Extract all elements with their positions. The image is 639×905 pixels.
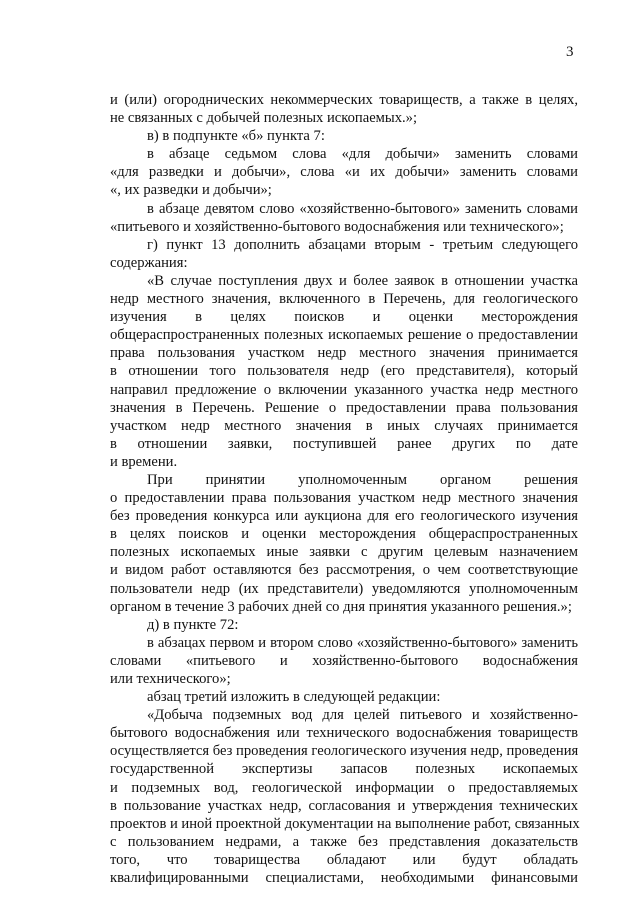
text-line: в абзаце девятом слово «хозяйственно-бытового» заменить словами — [147, 200, 578, 217]
text-line: без проведения конкурса или аукциона для его геологического изучения — [110, 508, 578, 525]
text-line: в абзацах первом и втором слово «хозяйственно-бытового» заменить — [147, 634, 578, 651]
text-line: в отношении того пользователя недр (его представителя), который — [110, 363, 578, 380]
text-line: осуществляется без проведения геологического изучения недр, проведения — [110, 743, 579, 760]
text-line: государственной экспертизы запасов полезных ископаемых — [110, 761, 578, 778]
text-line: и подземных вод, геологической информации о предоставляемых — [110, 779, 578, 796]
text-line: «Добыча подземных вод для целей питьевого и хозяйственно- — [147, 707, 578, 724]
text-line: содержания: — [110, 254, 188, 271]
text-line: бытового водоснабжения или технического водоснабжения товариществ — [110, 725, 578, 742]
text-line: полезных ископаемых иные заявки с другим целевым назначением — [110, 544, 578, 561]
text-line: «для разведки и добычи», слова «и их добычи» заменить словами — [110, 164, 578, 181]
text-line: или технического»; — [110, 671, 231, 687]
text-line: «питьевого и хозяйственно-бытового водоснабжения или технического»; — [110, 218, 564, 235]
text-line: в) в подпункте «б» пункта 7: — [147, 128, 325, 145]
text-line: участком недр местного значения в иных случаях принимается — [110, 417, 578, 434]
text-line: направил предложение о включении указанного участка недр местного — [110, 381, 578, 398]
text-line: «В случае поступления двух и более заявок в отношении участка — [147, 272, 578, 289]
text-line: в абзаце седьмом слова «для добычи» заменить словами — [147, 146, 578, 163]
text-line: изучения в целях поисков и оценки месторождения — [110, 309, 578, 326]
text-line: квалифицированными специалистами, необходимыми финансовыми — [110, 870, 578, 887]
text-line: органом в течение 3 рабочих дней со дня принятия указанного решения.»; — [110, 598, 572, 615]
text-line: и (или) огороднических некоммерческих товариществ, а также в целях, — [110, 92, 578, 108]
text-line: в отношении заявки, поступившей ранее других по дате — [110, 435, 578, 452]
page-number: 3 — [566, 44, 574, 60]
text-line: г) пункт 13 дополнить абзацами вторым - третьим следующего — [147, 236, 578, 253]
text-line: того, что товарищества обладают или будут обладать — [110, 851, 578, 868]
text-line: недр местного значения, включенного в Перечень, для геологического — [110, 291, 578, 308]
text-line: не связанных с добычей полезных ископаемых.»; — [110, 110, 418, 127]
text-line: абзац третий изложить в следующей редакции: — [147, 689, 441, 706]
text-line: значения в Перечень. Решение о предоставлении права пользования — [110, 399, 578, 416]
text-line: При принятии уполномоченным органом решения — [147, 471, 578, 488]
text-line: в целях поисков и оценки месторождения общераспространенных — [110, 526, 578, 543]
text-line: общераспространенных полезных ископаемых решение о предоставлении — [110, 327, 578, 344]
document-body — [110, 91, 578, 887]
text-line: д) в пункте 72: — [147, 616, 239, 633]
text-line: словами «питьевого и хозяйственно-бытового водоснабжения — [110, 652, 578, 669]
text-line: в пользование участках недр, согласования и утверждения технических — [110, 797, 578, 814]
text-line: права пользования участком недр местного значения принимается — [110, 345, 578, 362]
text-line: и времени. — [110, 453, 178, 470]
text-line: пользователи недр (их представители) уведомляются уполномоченным — [110, 580, 578, 597]
text-line: «, их разведки и добычи»; — [110, 182, 272, 199]
text-line: проектов и иной проектной документации на выполнение работ, связанных — [110, 815, 580, 832]
text-line: и видом работ оставляются без рассмотрения, о чем соответствующие — [110, 562, 578, 579]
text-line: о предоставлении права пользования участком недр местного значения — [110, 490, 578, 507]
text-line: с пользованием недрами, а также без представления доказательств — [110, 833, 578, 850]
